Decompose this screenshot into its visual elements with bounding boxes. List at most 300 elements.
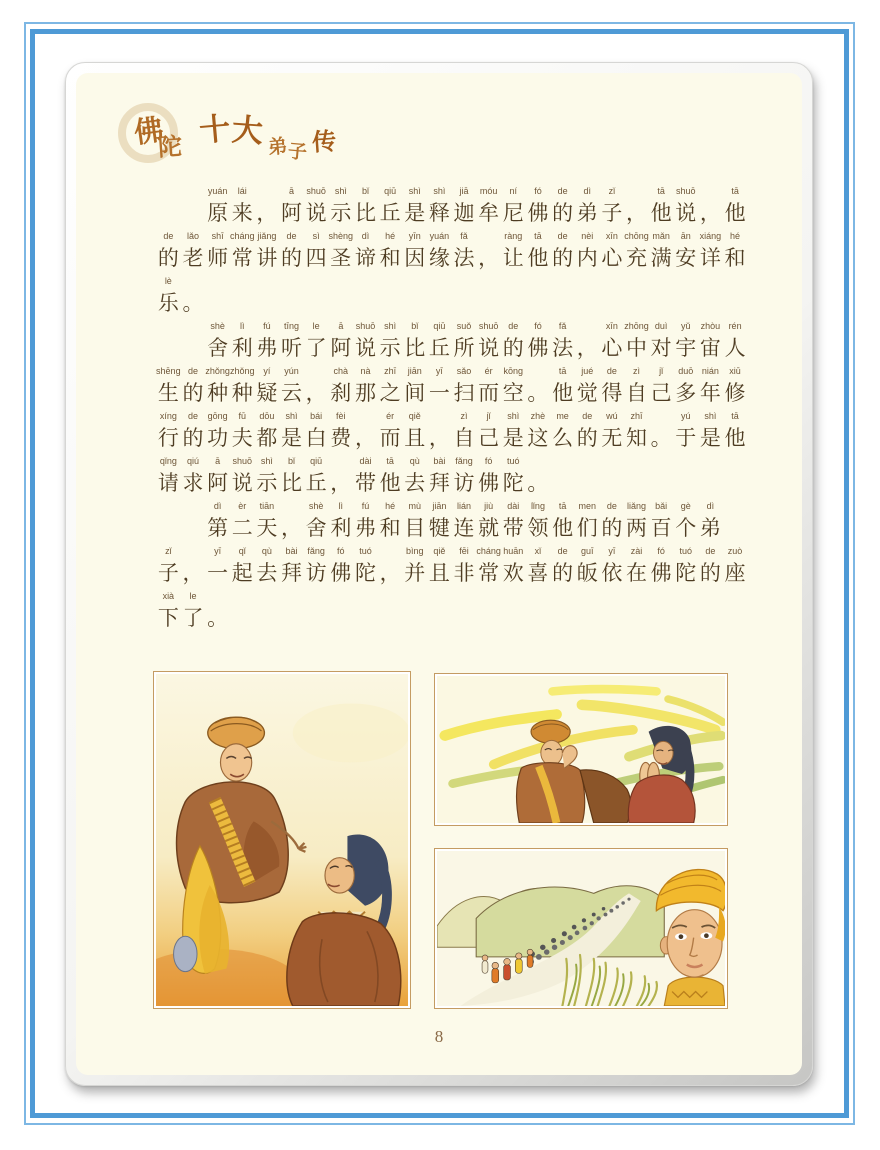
hanzi-cell xyxy=(402,410,427,455)
hanzi-character: 是 xyxy=(281,426,303,450)
hanzi-cell xyxy=(402,230,427,275)
hanzi-character: ， xyxy=(699,201,721,225)
hanzi-character: 己 xyxy=(650,381,672,405)
pinyin-annotation: yí xyxy=(263,366,271,376)
hanzi-character: 自 xyxy=(453,426,475,450)
hanzi-character: 佛 xyxy=(478,471,500,495)
hanzi-character: 他 xyxy=(724,426,746,450)
hanzi-character: 的 xyxy=(552,561,574,585)
hanzi-cell xyxy=(279,410,304,455)
pinyin-annotation: de xyxy=(557,546,568,556)
pinyin-annotation: de xyxy=(606,501,617,511)
hanzi-cell xyxy=(255,500,280,545)
hanzi-character: 心 xyxy=(601,246,623,270)
pinyin-annotation: ā xyxy=(338,321,344,331)
pinyin-annotation: xià xyxy=(162,591,175,601)
hanzi-character: 就 xyxy=(478,516,500,540)
text-line xyxy=(156,365,748,410)
pinyin-annotation: cháng xyxy=(229,231,255,241)
hanzi-cell xyxy=(230,320,255,365)
procession-drawing xyxy=(437,851,725,1006)
pinyin-annotation: lì xyxy=(338,501,344,511)
hanzi-character: 释 xyxy=(428,201,450,225)
pinyin-annotation: nèi xyxy=(581,231,594,241)
hanzi-cell xyxy=(723,410,748,455)
pinyin-annotation: tīng xyxy=(284,321,300,331)
hanzi-cell xyxy=(526,230,551,275)
pinyin-annotation: qǐng xyxy=(159,456,177,466)
pinyin-annotation: lián xyxy=(457,501,472,511)
pinyin-annotation: men xyxy=(578,501,596,511)
pinyin-annotation: shì xyxy=(285,411,298,421)
hanzi-character: 子 xyxy=(157,561,179,585)
hanzi-character: 喜 xyxy=(527,561,549,585)
pinyin-annotation: ā xyxy=(289,186,295,196)
hanzi-cell xyxy=(304,320,329,365)
hanzi-cell xyxy=(526,320,551,365)
hanzi-character: 所 xyxy=(453,336,475,360)
pinyin-annotation: zhòu xyxy=(700,321,721,331)
hanzi-character: 陀 xyxy=(675,561,697,585)
pinyin-annotation: de xyxy=(163,231,174,241)
hanzi-cell xyxy=(402,185,427,230)
hanzi-cell xyxy=(624,230,649,275)
hanzi-cell xyxy=(649,545,674,590)
hanzi-character: 了 xyxy=(305,336,327,360)
hanzi-cell xyxy=(452,320,477,365)
pinyin-annotation: mù xyxy=(408,501,421,511)
text-line xyxy=(156,545,748,590)
hanzi-cell xyxy=(649,230,674,275)
hanzi-cell xyxy=(156,365,181,410)
hanzi-cell xyxy=(378,410,403,455)
text-line xyxy=(156,410,748,455)
hanzi-character: 带 xyxy=(502,516,524,540)
pinyin-annotation: de xyxy=(286,231,297,241)
hanzi-character: 在 xyxy=(625,561,647,585)
hanzi-character: 说 xyxy=(478,336,500,360)
hanzi-cell xyxy=(501,365,526,410)
pinyin-annotation: gōng xyxy=(207,411,228,421)
pinyin-annotation: bǐ xyxy=(361,186,369,196)
hanzi-cell xyxy=(600,320,625,365)
hanzi-cell xyxy=(378,185,403,230)
hanzi-cell xyxy=(402,545,427,590)
book-page xyxy=(65,62,813,1086)
paragraph-indent xyxy=(156,500,205,545)
pinyin-annotation: xiáng xyxy=(699,231,722,241)
hanzi-cell xyxy=(427,500,452,545)
pinyin-annotation: zhǒng xyxy=(205,366,230,376)
hanzi-character: 疑 xyxy=(256,381,278,405)
pinyin-annotation: tuó xyxy=(359,546,372,556)
pinyin-annotation: tuó xyxy=(507,456,520,466)
hanzi-character: 说 xyxy=(354,336,376,360)
hanzi-character: 中 xyxy=(626,336,647,360)
hanzi-cell xyxy=(723,230,748,275)
hanzi-cell xyxy=(600,230,625,275)
hanzi-character: 讲 xyxy=(256,246,278,270)
hanzi-cell xyxy=(723,365,748,410)
pinyin-annotation: yī xyxy=(214,546,222,556)
hanzi-cell xyxy=(698,365,723,410)
hanzi-character: 听 xyxy=(281,336,303,360)
hanzi-cell xyxy=(205,320,230,365)
pinyin-annotation: xīn xyxy=(605,321,618,331)
pinyin-annotation: yún xyxy=(284,366,299,376)
hanzi-cell xyxy=(624,545,649,590)
pinyin-annotation: jǐ xyxy=(659,366,664,376)
pinyin-annotation: lè xyxy=(164,276,172,286)
hanzi-cell xyxy=(205,230,230,275)
pinyin-annotation: nián xyxy=(701,366,719,376)
hanzi-cell xyxy=(255,320,280,365)
hanzi-cell xyxy=(328,410,353,455)
pinyin-annotation: mǎn xyxy=(652,231,670,241)
hanzi-character: 访 xyxy=(305,561,327,585)
pinyin-annotation: zhè xyxy=(530,411,546,421)
hanzi-cell xyxy=(476,545,501,590)
hanzi-cell xyxy=(328,455,353,500)
hanzi-character: 的 xyxy=(552,246,574,270)
hanzi-character: ， xyxy=(626,201,647,225)
pinyin-annotation: de xyxy=(705,546,716,556)
hanzi-cell xyxy=(649,500,674,545)
hanzi-cell xyxy=(181,545,206,590)
hanzi-cell xyxy=(156,455,181,500)
pinyin-annotation: shè xyxy=(308,501,324,511)
pinyin-annotation: me xyxy=(556,411,569,421)
pinyin-annotation: ní xyxy=(509,186,518,196)
hanzi-character: 刹 xyxy=(330,381,352,405)
hanzi-cell xyxy=(181,230,206,275)
pinyin-annotation: shì xyxy=(334,186,347,196)
hanzi-character: 充 xyxy=(625,246,647,270)
pinyin-annotation: qiě xyxy=(408,411,421,421)
hanzi-character: 们 xyxy=(576,516,598,540)
pinyin-annotation: yǔ xyxy=(681,321,691,331)
pinyin-annotation: ān xyxy=(680,231,691,241)
hanzi-character: 原 xyxy=(207,201,229,225)
hanzi-cell xyxy=(550,545,575,590)
text-line xyxy=(156,275,748,320)
hanzi-cell xyxy=(698,320,723,365)
hanzi-cell xyxy=(279,500,304,545)
hanzi-character: 是 xyxy=(502,426,524,450)
book-title-text xyxy=(132,105,338,164)
hanzi-cell xyxy=(255,365,280,410)
hanzi-cell xyxy=(526,185,551,230)
pinyin-annotation: shèng xyxy=(328,231,354,241)
pinyin-annotation: fó xyxy=(534,321,542,331)
pinyin-annotation: fó xyxy=(534,186,542,196)
pinyin-annotation: shì xyxy=(408,186,421,196)
hanzi-cell xyxy=(378,230,403,275)
pinyin-annotation: lì xyxy=(240,321,245,331)
hanzi-cell xyxy=(205,545,230,590)
page-number: 8 xyxy=(434,1027,444,1046)
hanzi-character: 和 xyxy=(379,516,401,540)
hanzi-character: 安 xyxy=(675,246,697,270)
hanzi-character: 依 xyxy=(601,561,623,585)
pinyin-annotation: de xyxy=(557,231,568,241)
hanzi-cell xyxy=(600,365,625,410)
hanzi-character: 了 xyxy=(182,606,204,630)
hanzi-cell xyxy=(698,185,723,230)
pinyin-annotation: nà xyxy=(360,366,371,376)
hanzi-character: 缘 xyxy=(428,246,450,270)
hanzi-cell xyxy=(673,185,698,230)
pinyin-annotation: èr xyxy=(238,501,247,511)
hanzi-cell xyxy=(575,410,600,455)
hanzi-character: 详 xyxy=(699,246,721,270)
hanzi-cell xyxy=(501,185,526,230)
pinyin-annotation: yú xyxy=(681,411,691,421)
hanzi-cell xyxy=(526,500,551,545)
hanzi-character: ， xyxy=(330,471,352,495)
pinyin-annotation: ér xyxy=(484,366,493,376)
pinyin-annotation: tiān xyxy=(259,501,275,511)
hanzi-cell xyxy=(353,410,378,455)
hanzi-cell xyxy=(353,500,378,545)
hanzi-character: 而 xyxy=(379,426,401,450)
hanzi-cell xyxy=(673,320,698,365)
pinyin-annotation: tā xyxy=(731,411,739,421)
hanzi-character: 这 xyxy=(527,426,549,450)
pinyin-annotation: fēi xyxy=(459,546,469,556)
pinyin-annotation: tā xyxy=(534,231,542,241)
text-line xyxy=(156,500,748,545)
pinyin-annotation: hé xyxy=(385,501,396,511)
hanzi-cell xyxy=(452,365,477,410)
hanzi-character: 他 xyxy=(379,471,401,495)
hanzi-character: 座 xyxy=(724,561,746,585)
hanzi-character: 的 xyxy=(157,246,179,270)
hanzi-character: ， xyxy=(281,516,303,540)
hanzi-character: 四 xyxy=(305,246,327,270)
hanzi-cell xyxy=(673,230,698,275)
pinyin-annotation: qiě xyxy=(433,546,446,556)
hanzi-character: 舍 xyxy=(305,516,327,540)
hanzi-cell xyxy=(575,185,600,230)
hanzi-cell xyxy=(649,365,674,410)
pinyin-annotation: shì xyxy=(260,456,273,466)
hanzi-cell xyxy=(279,545,304,590)
hanzi-cell xyxy=(279,185,304,230)
hanzi-cell xyxy=(378,545,403,590)
hanzi-cell xyxy=(304,230,329,275)
hanzi-character: 一 xyxy=(207,561,229,585)
hanzi-cell xyxy=(279,455,304,500)
hanzi-character: 非 xyxy=(453,561,475,585)
pinyin-annotation: shuō xyxy=(676,186,696,196)
pinyin-annotation: xiū xyxy=(729,366,741,376)
hanzi-cell xyxy=(673,365,698,410)
hanzi-character: 年 xyxy=(699,381,721,405)
hanzi-character: 阿 xyxy=(281,201,303,225)
hanzi-cell xyxy=(181,365,206,410)
hanzi-cell xyxy=(378,500,403,545)
hanzi-cell xyxy=(402,455,427,500)
pinyin-annotation: dì xyxy=(213,501,222,511)
hanzi-cell xyxy=(476,500,501,545)
hanzi-cell xyxy=(230,365,255,410)
hanzi-cell xyxy=(452,230,477,275)
text-line xyxy=(156,320,748,365)
pinyin-annotation: ér xyxy=(386,411,395,421)
hanzi-character: 间 xyxy=(404,381,426,405)
pinyin-annotation: shī xyxy=(211,231,224,241)
hanzi-character: 去 xyxy=(404,471,426,495)
hanzi-character: 的 xyxy=(182,381,204,405)
pinyin-annotation: zì xyxy=(632,366,640,376)
hanzi-character: 自 xyxy=(625,381,647,405)
pinyin-annotation: ā xyxy=(215,456,221,466)
hanzi-cell xyxy=(550,365,575,410)
hanzi-character: 二 xyxy=(231,516,253,540)
hanzi-cell xyxy=(304,500,329,545)
hanzi-cell xyxy=(575,500,600,545)
pinyin-annotation: bǐ xyxy=(411,321,419,331)
pinyin-annotation: jiù xyxy=(484,501,494,511)
pinyin-annotation: dōu xyxy=(259,411,275,421)
pinyin-annotation: qù xyxy=(409,456,420,466)
pinyin-annotation: zǐ xyxy=(165,546,172,556)
hanzi-cell xyxy=(156,275,181,320)
pinyin-annotation: jiā xyxy=(459,186,469,196)
hanzi-cell xyxy=(378,320,403,365)
hanzi-character: 心 xyxy=(601,336,623,360)
hanzi-character: 弟 xyxy=(699,516,721,540)
hanzi-character: 对 xyxy=(650,336,672,360)
pinyin-annotation: fó xyxy=(337,546,345,556)
pinyin-annotation: hé xyxy=(730,231,741,241)
pinyin-annotation: zài xyxy=(630,546,643,556)
pinyin-annotation: qù xyxy=(261,546,272,556)
hanzi-cell xyxy=(501,500,526,545)
hanzi-cell xyxy=(452,500,477,545)
hanzi-character: 。 xyxy=(650,426,672,450)
hanzi-character: 两 xyxy=(626,516,647,540)
hanzi-character: 弟 xyxy=(576,201,598,225)
hanzi-cell xyxy=(452,545,477,590)
hanzi-character: 得 xyxy=(601,381,623,405)
pinyin-annotation: wú xyxy=(606,411,618,421)
text-line xyxy=(156,185,748,230)
hanzi-cell xyxy=(402,500,427,545)
pinyin-annotation: zuò xyxy=(727,546,743,556)
pinyin-annotation: fǎng xyxy=(455,456,473,466)
hanzi-cell xyxy=(575,365,600,410)
hanzi-character: 说 xyxy=(231,471,253,495)
hanzi-cell xyxy=(156,590,181,635)
pinyin-annotation: hé xyxy=(385,231,396,241)
hanzi-character: 扫 xyxy=(453,381,475,405)
hanzi-cell xyxy=(304,455,329,500)
hanzi-cell xyxy=(181,410,206,455)
hanzi-cell xyxy=(205,590,230,635)
paragraph-indent xyxy=(156,185,205,230)
hanzi-character: 法 xyxy=(552,336,574,360)
pinyin-annotation: gè xyxy=(680,501,691,511)
hanzi-cell xyxy=(402,320,427,365)
hanzi-character: 舍 xyxy=(207,336,229,360)
text-line xyxy=(156,590,748,635)
pinyin-annotation: dì xyxy=(361,231,370,241)
hanzi-character: 领 xyxy=(527,516,549,540)
pinyin-annotation: fú xyxy=(263,321,271,331)
hanzi-character: 丘 xyxy=(305,471,327,495)
hanzi-character: 生 xyxy=(157,381,179,405)
hanzi-character: 弗 xyxy=(354,516,376,540)
logo-char: 佛 xyxy=(132,114,166,150)
hanzi-cell xyxy=(205,185,230,230)
hanzi-cell xyxy=(279,365,304,410)
pinyin-annotation: tā xyxy=(657,186,665,196)
hanzi-cell xyxy=(723,320,748,365)
hanzi-character: 和 xyxy=(724,246,746,270)
logo-char: 陀 xyxy=(157,134,184,162)
pinyin-annotation: xǐ xyxy=(534,546,542,556)
hanzi-character: 子 xyxy=(601,201,623,225)
hanzi-cell xyxy=(673,500,698,545)
pinyin-annotation: liǎng xyxy=(627,501,647,511)
hanzi-character: 常 xyxy=(231,246,253,270)
hanzi-character: 请 xyxy=(157,471,179,495)
hanzi-cell xyxy=(698,500,723,545)
hanzi-cell xyxy=(427,365,452,410)
hanzi-cell xyxy=(550,230,575,275)
hanzi-cell xyxy=(476,230,501,275)
hanzi-cell xyxy=(624,410,649,455)
hanzi-character: 而 xyxy=(478,381,500,405)
hanzi-character: 的 xyxy=(281,246,303,270)
hanzi-character: 下 xyxy=(157,606,179,630)
pinyin-annotation: xīn xyxy=(605,231,618,241)
hanzi-character: 么 xyxy=(552,426,574,450)
hanzi-cell xyxy=(255,455,280,500)
pinyin-annotation: fú xyxy=(361,501,370,511)
hanzi-character: 佛 xyxy=(527,201,549,225)
pinyin-annotation: tā xyxy=(731,186,739,196)
pinyin-annotation: duì xyxy=(654,321,668,331)
hanzi-character: ， xyxy=(478,246,500,270)
pinyin-annotation: shuō xyxy=(232,456,252,466)
hanzi-character: 他 xyxy=(527,246,549,270)
hanzi-cell xyxy=(402,365,427,410)
hanzi-character: 老 xyxy=(182,246,204,270)
hanzi-character: 的 xyxy=(601,516,623,540)
hanzi-cell xyxy=(575,545,600,590)
hanzi-cell xyxy=(255,545,280,590)
hanzi-character: 功 xyxy=(207,426,229,450)
hanzi-character: 种 xyxy=(231,381,253,405)
hanzi-cell xyxy=(304,410,329,455)
hanzi-character: 的 xyxy=(576,426,598,450)
pinyin-annotation: guī xyxy=(580,546,594,556)
pinyin-annotation: fǎ xyxy=(558,321,567,331)
hanzi-cell xyxy=(673,410,698,455)
pinyin-annotation: chōng xyxy=(624,231,649,241)
hanzi-cell xyxy=(673,545,698,590)
pinyin-annotation: qiū xyxy=(310,456,323,466)
pinyin-annotation: lǎo xyxy=(186,231,199,241)
hanzi-character: 皈 xyxy=(576,561,598,585)
hanzi-cell xyxy=(624,185,649,230)
hanzi-character: 云 xyxy=(281,381,303,405)
pinyin-annotation: lái xyxy=(237,186,247,196)
hanzi-cell xyxy=(624,500,649,545)
